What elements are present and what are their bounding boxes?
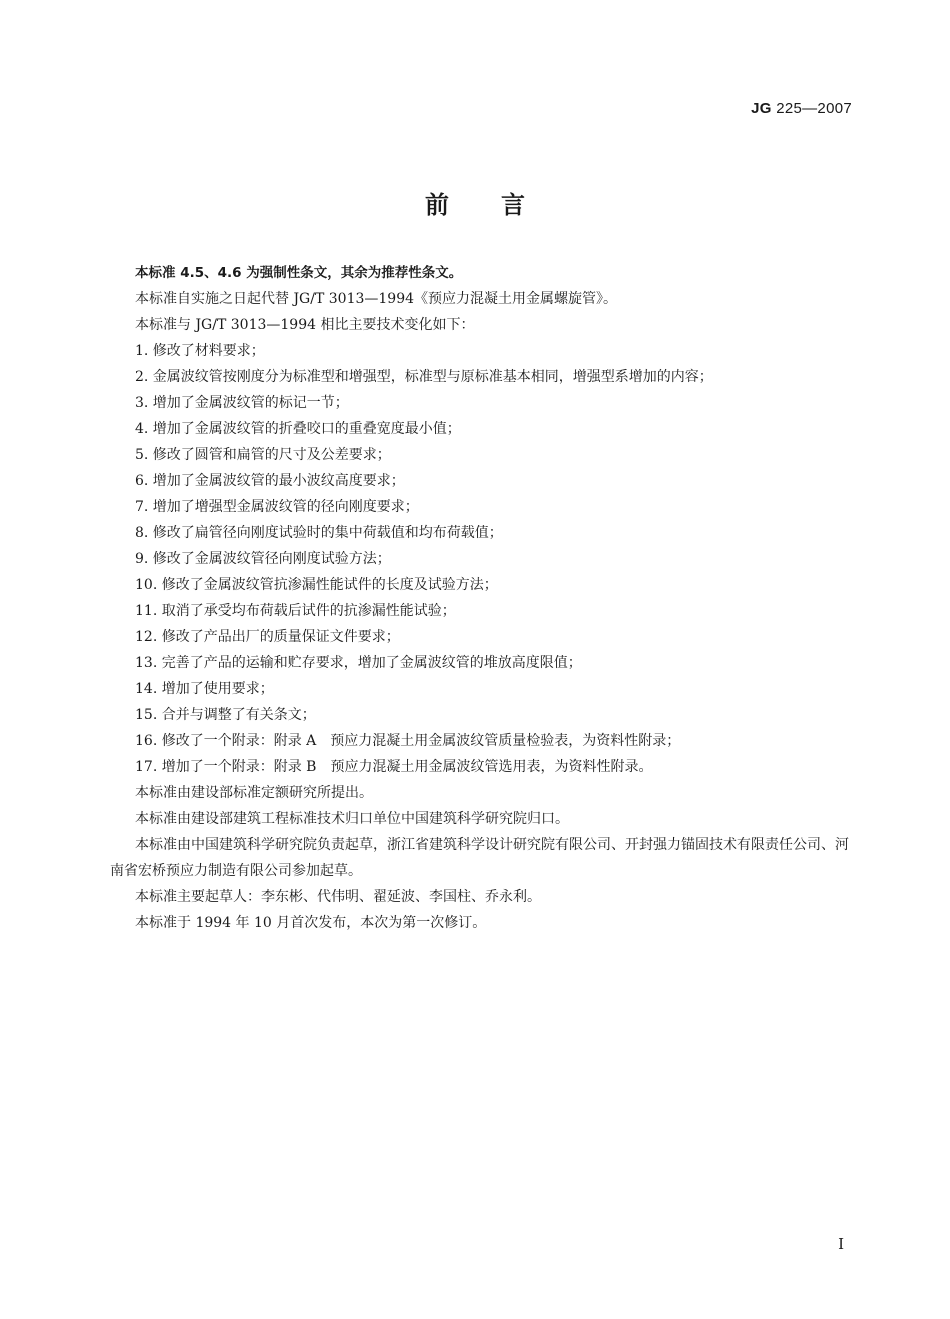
replacement-statement: 本标准自实施之日起代替 JG/T 3013—1994《预应力混凝土用金属螺旋管》。	[135, 291, 618, 307]
proposer-statement: 本标准由建设部标准定额研究所提出。	[135, 785, 373, 801]
standard-code	[751, 100, 852, 117]
standard-code-number: 225—2007	[776, 100, 852, 117]
page-title: 前言	[425, 191, 577, 219]
list-item: 14. 增加了使用要求；	[135, 681, 274, 697]
list-item: 11. 取消了承受均布荷载后试件的抗渗漏性能试验；	[135, 603, 456, 619]
drafting-organizations: 本标准由中国建筑科学研究院负责起草，浙江省建筑科学设计研究院有限公司、开封强力锚固技术有限责任公司、河南省宏桥预应力制造有限公司参加起草。	[110, 837, 849, 879]
administrator-statement: 本标准由建设部建筑工程标准技术归口单位中国建筑科学研究院归口。	[135, 811, 569, 827]
list-item: 6. 增加了金属波纹管的最小波纹高度要求；	[135, 473, 405, 489]
list-item: 5. 修改了圆管和扁管的尺寸及公差要求；	[135, 447, 391, 463]
standard-code-prefix: JG	[751, 100, 772, 117]
changes-list	[110, 338, 855, 780]
foreword-body	[110, 260, 855, 936]
list-item: 7. 增加了增强型金属波纹管的径向刚度要求；	[135, 499, 419, 515]
list-item: 9. 修改了金属波纹管径向刚度试验方法；	[135, 551, 391, 567]
list-item: 4. 增加了金属波纹管的折叠咬口的重叠宽度最小值；	[135, 421, 461, 437]
list-item: 1. 修改了材料要求；	[135, 343, 265, 359]
list-item: 12. 修改了产品出厂的质量保证文件要求；	[135, 629, 400, 645]
list-item: 2. 金属波纹管按刚度分为标准型和增强型，标准型与原标准基本相同，增强型系增加的内容；	[135, 369, 713, 385]
list-item: 10. 修改了金属波纹管抗渗漏性能试件的长度及试验方法；	[135, 577, 498, 593]
page-number: I	[838, 1235, 844, 1253]
list-item: 15. 合并与调整了有关条文；	[135, 707, 316, 723]
list-item: 13. 完善了产品的运输和贮存要求，增加了金属波纹管的堆放高度限值；	[135, 655, 582, 671]
main-drafters: 本标准主要起草人：李东彬、代伟明、翟延波、李国柱、乔永利。	[135, 889, 541, 905]
mandatory-clause-statement: 本标准 4.5、4.6 为强制性条文，其余为推荐性条文。	[135, 265, 463, 281]
list-item: 16. 修改了一个附录：附录 A 预应力混凝土用金属波纹管质量检验表，为资料性附录；	[135, 733, 681, 749]
publication-history: 本标准于 1994 年 10 月首次发布，本次为第一次修订。	[135, 915, 487, 931]
list-item: 3. 增加了金属波纹管的标记一节；	[135, 395, 349, 411]
changes-intro: 本标准与 JG/T 3013—1994 相比主要技术变化如下：	[135, 317, 475, 333]
list-item: 8. 修改了扁管径向刚度试验时的集中荷载值和均布荷载值；	[135, 525, 503, 541]
list-item: 17. 增加了一个附录：附录 B 预应力混凝土用金属波纹管选用表，为资料性附录。	[135, 759, 653, 775]
